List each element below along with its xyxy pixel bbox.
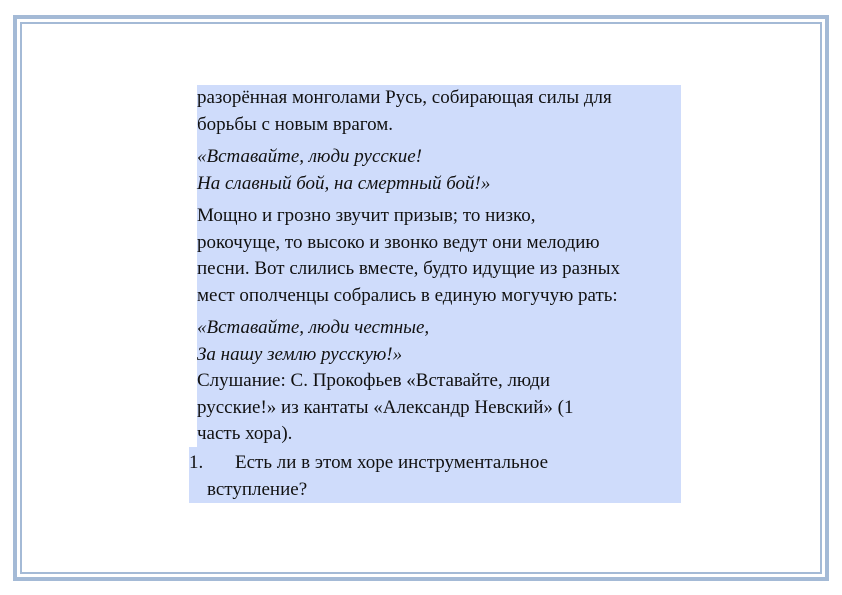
text-line: мест ополченцы собрались в единую могучую рать: <box>197 284 618 306</box>
paragraph-description <box>197 203 681 309</box>
paragraph-intro <box>197 85 681 138</box>
list-item-text: Есть ли в этом хоре инструментальное <box>235 452 548 473</box>
text-line: часть хора). <box>197 423 293 444</box>
text-line: русские!» из кантаты «Александр Невский» (1 <box>197 396 574 418</box>
text-line: Мощно и грозно звучит призыв; то низко, <box>197 205 536 226</box>
numbered-list <box>189 447 681 503</box>
main-text-block <box>197 85 681 448</box>
text-line: «Вставайте, люди честные, <box>197 317 430 338</box>
text-line: «Вставайте, люди русские! <box>197 146 423 167</box>
text-line: рокочуще, то высоко и звонко ведут они мелодию <box>197 231 600 253</box>
text-line: На славный бой, на смертный бой!» <box>197 172 491 194</box>
text-line: За нашу землю русскую!» <box>197 343 403 365</box>
text-line: песни. Вот слились вместе, будто идущие из разных <box>197 258 620 279</box>
quote-second <box>197 315 681 368</box>
text-line: Слушание: С. Прокофьев «Вставайте, люди <box>197 370 550 391</box>
quote-first <box>197 144 681 197</box>
text-line: разорённая монголами Русь, собирающая силы для <box>197 87 612 108</box>
list-item-continuation <box>207 477 307 504</box>
paragraph-listening <box>197 368 681 448</box>
list-item <box>189 450 548 477</box>
list-item-number: 1. <box>189 452 204 473</box>
text-line: борьбы с новым врагом. <box>197 113 394 135</box>
list-item-text: вступление? <box>207 479 308 500</box>
